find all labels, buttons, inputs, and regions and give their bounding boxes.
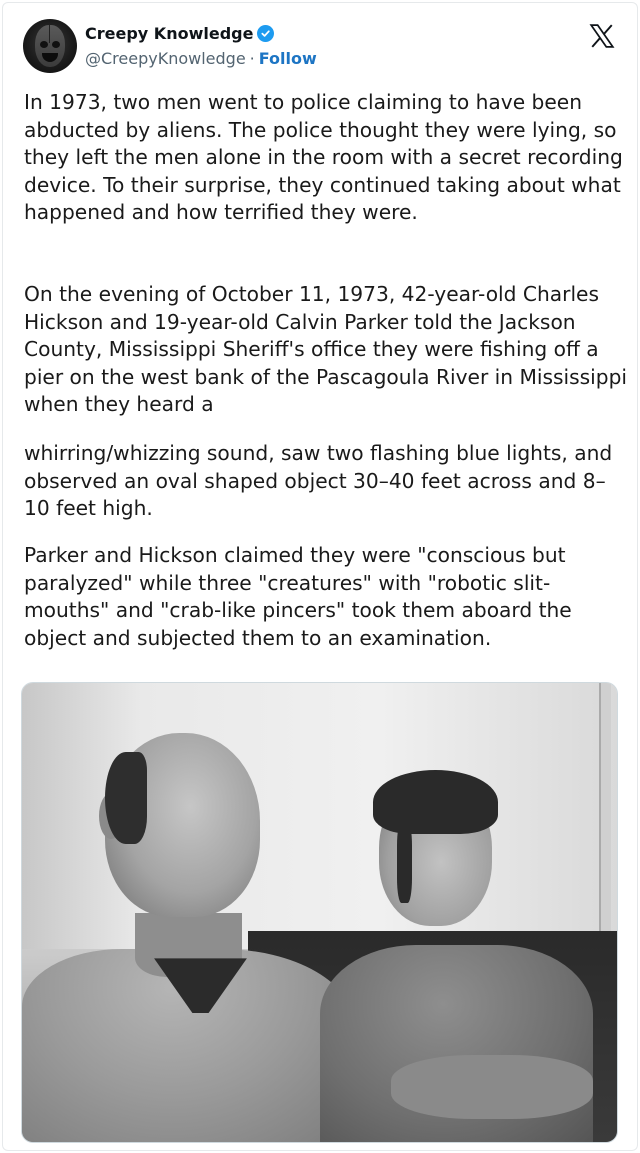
- tweet-paragraph-1: In 1973, two men went to police claiming to have been abducted by aliens. The police thought they were lying, so they left the men alone in the room with a secret recording device. To their surprise, they continued taking about what happened and how terrified they were.: [24, 90, 623, 225]
- author-handle-row: [85, 49, 317, 68]
- photo-man-younger-sideburn: [397, 821, 412, 904]
- skull-face-icon: [35, 25, 65, 67]
- verified-badge-icon: [257, 25, 274, 42]
- author-display-name[interactable]: Creepy Knowledge: [85, 24, 254, 43]
- photo-man-younger-arms: [391, 1055, 593, 1119]
- separator-dot: ·: [249, 49, 255, 68]
- tweet-paragraph-4: Parker and Hickson claimed they were "conscious but paralyzed" while three "creatures" with "robotic slit-mouths" and "crab-like pincers" took them aboard the object and subjected them to an examination.: [24, 543, 572, 650]
- avatar[interactable]: [23, 19, 77, 73]
- tweet-paragraph-2: On the evening of October 11, 1973, 42-year-old Charles Hickson and 19-year-old Calvin Parker told the Jackson County, Mississippi Sheriff's office they were fishing off a pier on the west bank of the Pascagoula River in Mississippi when they heard a: [24, 282, 628, 417]
- author-name-row: [85, 24, 274, 43]
- x-logo-icon[interactable]: [589, 23, 615, 49]
- follow-button[interactable]: Follow: [258, 49, 317, 68]
- tweet-paragraph-3: whirring/whizzing sound, saw two flashing blue lights, and observed an oval shaped object 30–40 feet across and 8–10 feet high.: [24, 441, 613, 521]
- photo-man-younger-hair: [373, 770, 498, 834]
- author-handle[interactable]: @CreepyKnowledge: [85, 49, 246, 68]
- photo-man-older-hair: [105, 752, 147, 844]
- tweet-header: [23, 17, 623, 77]
- tweet-photo[interactable]: [21, 682, 618, 1143]
- photo-door: [599, 683, 611, 949]
